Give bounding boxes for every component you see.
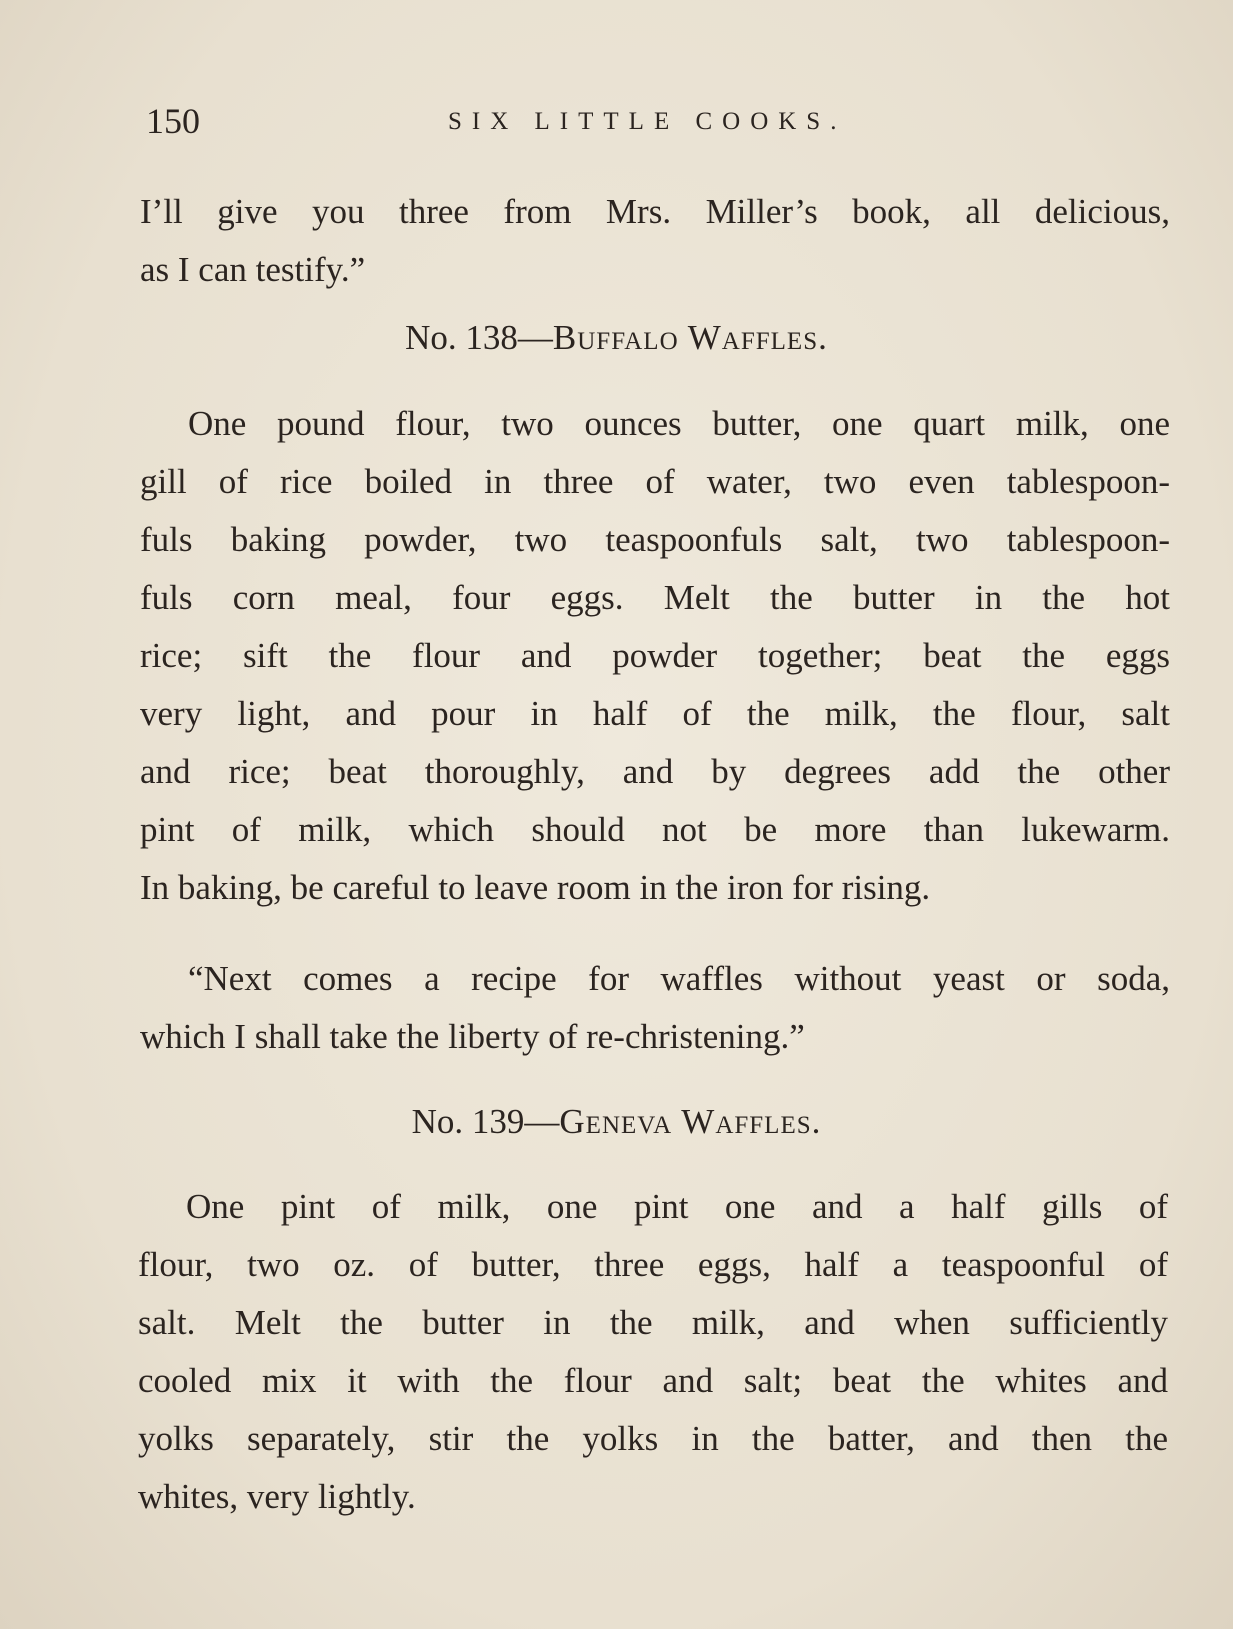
recipe-name: Geneva Waffles. [559, 1102, 822, 1141]
text-line: One pound flour, two ounces butter, one quart milk, one [188, 404, 1170, 443]
page-number: 150 [146, 101, 200, 141]
text-line: and rice; beat thoroughly, and by degrees add the other [140, 752, 1170, 791]
book-title: SIX LITTLE COOKS. [448, 108, 847, 135]
text-line: fuls baking powder, two teaspoonfuls salt, two tablespoon- [140, 520, 1170, 559]
text-line: In baking, be careful to leave room in the iron for rising. [140, 868, 931, 907]
text-line: which I shall take the liberty of re-christening.” [140, 1017, 805, 1056]
intro-paragraph [140, 183, 1170, 299]
text-line: pint of milk, which should not be more than lukewarm. [140, 810, 1170, 849]
text-line: cooled mix it with the flour and salt; beat the whites and [138, 1361, 1168, 1400]
recipe-body-139 [138, 1178, 1168, 1526]
text-line: gill of rice boiled in three of water, two even tablespoon- [140, 462, 1170, 501]
text-line: “Next comes a recipe for waffles without yeast or soda, [188, 959, 1170, 998]
text-line: salt. Melt the butter in the milk, and when sufficiently [138, 1303, 1168, 1342]
running-head [146, 100, 1156, 150]
text-line: whites, very lightly. [138, 1477, 416, 1516]
text-line: One pint of milk, one pint one and a half gills of [186, 1187, 1168, 1226]
text-line: very light, and pour in half of the milk, the flour, salt [140, 694, 1170, 733]
recipe-number: No. 138— [405, 318, 553, 357]
text-line: I’ll give you three from Mrs. Miller’s book, all delicious, [140, 192, 1170, 231]
text-line: fuls corn meal, four eggs. Melt the butter in the hot [140, 578, 1170, 617]
recipe-body-138 [140, 395, 1170, 917]
text-line: as I can testify.” [140, 250, 366, 289]
text-line: yolks separately, stir the yolks in the batter, and then the [138, 1419, 1168, 1458]
recipe-heading-138 [0, 318, 1233, 358]
recipe-heading-139 [0, 1102, 1233, 1142]
text-line: rice; sift the flour and powder together; beat the eggs [140, 636, 1170, 675]
transition-paragraph [140, 950, 1170, 1066]
recipe-number: No. 139— [411, 1102, 560, 1141]
recipe-name: Buffalo Waffles. [552, 318, 828, 357]
text-line: flour, two oz. of butter, three eggs, half a teaspoonful of [138, 1245, 1168, 1284]
